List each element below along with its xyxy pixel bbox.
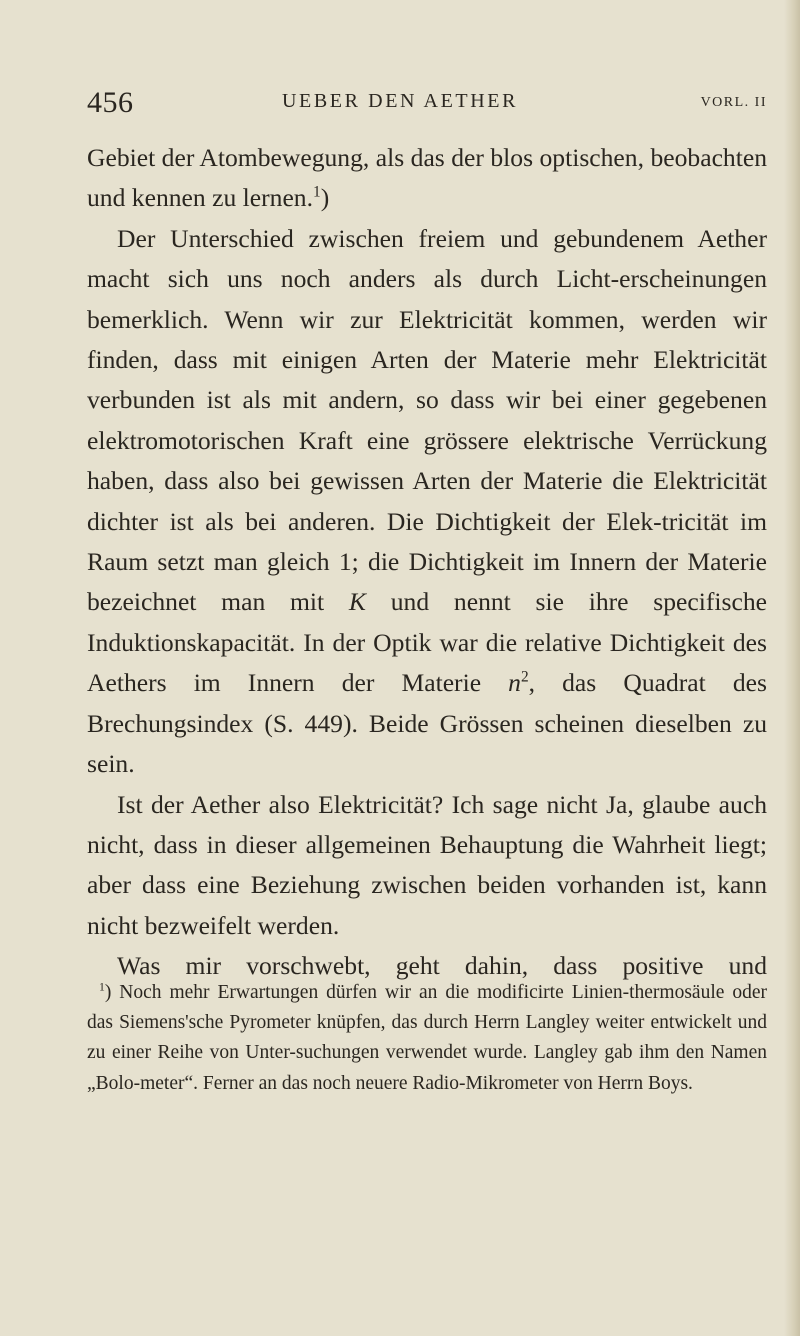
paragraph-1-text: Gebiet der Atombewegung, als das der blos optischen, beobachten und kennen zu lernen.	[87, 143, 767, 213]
paragraph-2-text-a: Der Unterschied zwischen freiem und gebundenem Aether macht sich uns noch anders als durch Licht-erscheinungen bemerklich. Wenn wir zur Elektricität kommen, werden wir finden, dass mit einigen Arten der Materie mehr Elektricität verbunden ist als mit andern, so dass wir bei einer gegebenen elektromotorischen Kraft eine grössere elektrische Verrückung haben, dass also bei gewissen Arten der Materie die Elektricität dichter ist als bei anderen. Die Dichtigkeit der Elek-tricität im Raum setzt man gleich 1; die Dichtigkeit im Innern der Materie bezeichnet man mit	[87, 223, 767, 617]
page-number: 456	[87, 86, 134, 119]
running-title: UEBER DEN AETHER	[282, 90, 519, 112]
paragraph-2-text-c: , das Quadrat des Brechungsindex (S. 449). Beide Grössen scheinen dieselben zu sein.	[87, 668, 767, 779]
page-edge	[784, 0, 800, 1336]
paragraph-1	[87, 138, 767, 219]
paragraph-1-close: )	[320, 183, 330, 213]
exponent: 2	[520, 668, 529, 686]
body-text	[87, 138, 767, 987]
footnote-text: ) Noch mehr Erwartungen dürfen wir an die modificirte Linien-thermosäule oder das Siemens'sche Pyrometer knüpfen, das durch Herrn Langley weiter entwickelt und zu einer Reihe von Unter-suchungen verwendet wurde. Langley gab ihm den Namen „Bolo-meter“. Ferner an das noch neuere Radio-Mikrometer von Herrn Boys.	[87, 982, 767, 1094]
symbol-n: n	[508, 668, 521, 698]
footnote-marker: 1	[99, 980, 105, 994]
paragraph-2-text-b: und nennt sie ihre specifische Induktionskapacität. In der Optik war die relative Dichtigkeit des Aethers im Innern der Materie	[87, 587, 767, 698]
paragraph-4-text: Was mir vorschwebt, geht dahin, dass positive und	[117, 951, 767, 981]
footnotes	[87, 978, 767, 1099]
paragraph-2	[87, 219, 767, 785]
symbol-k: K	[348, 587, 366, 617]
page-header	[87, 86, 767, 118]
paragraph-3-text: Ist der Aether also Elektricität? Ich sage nicht Ja, glaube auch nicht, dass in dieser allgemeinen Behauptung die Wahrheit liegt; aber dass eine Beziehung zwischen beiden vorhanden ist, kann nicht bezweifelt werden.	[87, 789, 767, 940]
paragraph-3	[87, 785, 767, 947]
section-mark: VORL. II	[700, 95, 767, 110]
footnote-1	[87, 978, 767, 1099]
footnote-reference: 1	[313, 183, 321, 201]
